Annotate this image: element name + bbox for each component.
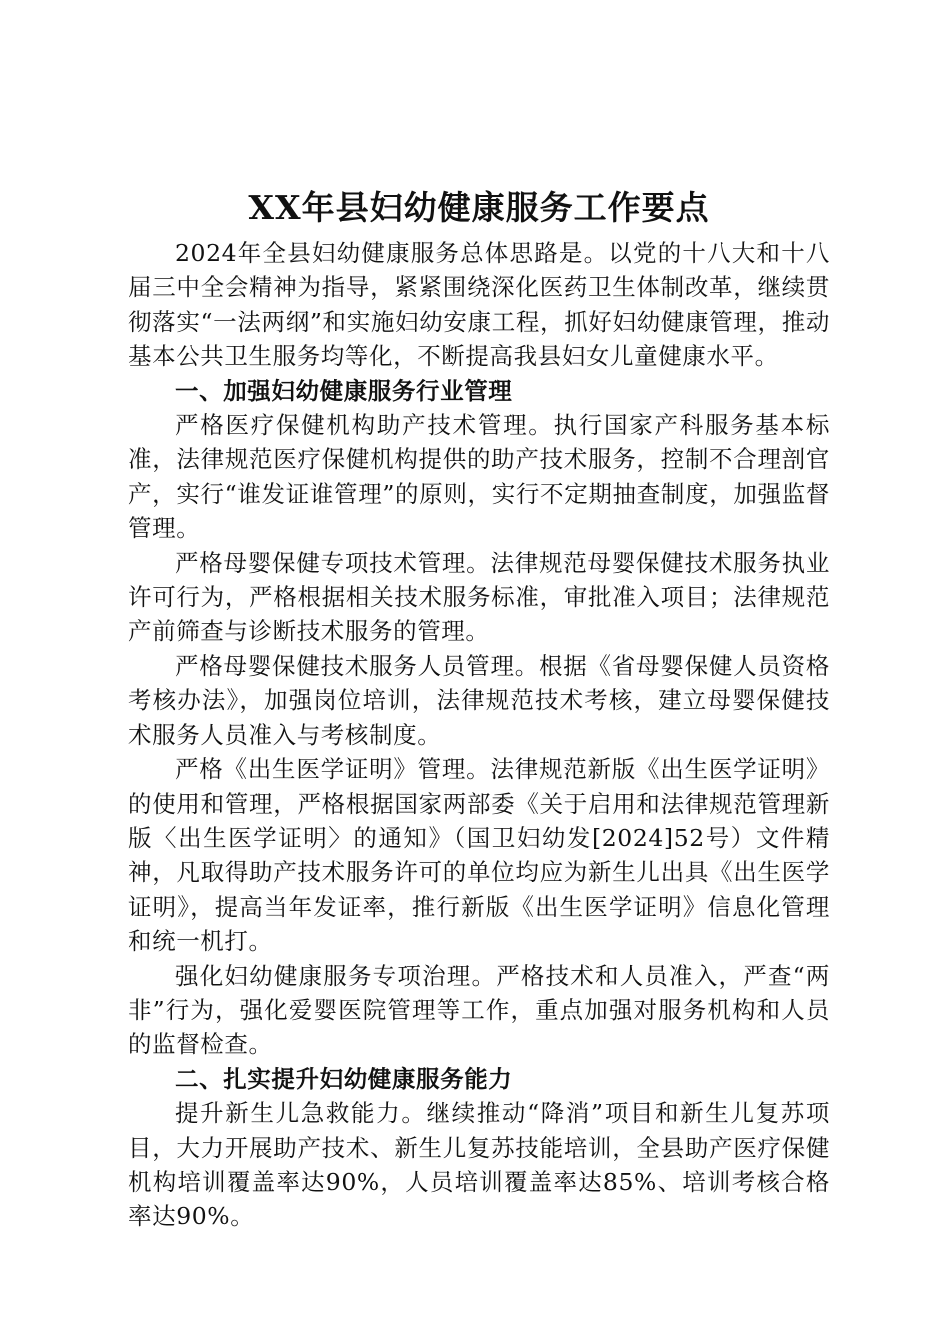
section-2-heading: 二、扎实提升妇幼健康服务能力 [175, 1064, 513, 1093]
section-1-paragraph-2: 严格母婴保健专项技术管理。法律规范母婴保健技术服务执业许可行为，严格根据相关技术服务标准，审批准入项目；法律规范产前筛查与诊断技术服务的管理。 [128, 548, 830, 646]
document-title: XX年县妇幼健康服务工作要点 [248, 188, 710, 227]
section-1-paragraph-1: 严格医疗保健机构助产技术管理。执行国家产科服务基本标准，法律规范医疗保健机构提供的助产技术服务，控制不合理剖官产，实行“谁发证谁管理”的原则，实行不定期抽查制度，加强监督管理。 [128, 411, 830, 543]
intro-paragraph: 2024年全县妇幼健康服务总体思路是。以党的十八大和十八届三中全会精神为指导，紧紧围绕深化医药卫生体制改革，继续贯彻落实“一法两纲”和实施妇幼安康工程，抓好妇幼健康管理，推动基本公共卫生服务均等化，不断提高我县妇女儿童健康水平。 [128, 239, 830, 371]
section-2-paragraph-1: 提升新生儿急救能力。继续推动“降消”项目和新生儿复苏项目，大力开展助产技术、新生儿复苏技能培训，全县助产医疗保健机构培训覆盖率达90%，人员培训覆盖率达85%、培训考核合格率达90%。 [128, 1099, 830, 1231]
section-1-paragraph-4: 严格《出生医学证明》管理。法律规范新版《出生医学证明》的使用和管理，严格根据国家两部委《关于启用和法律规范管理新版〈出生医学证明〉的通知》（国卫妇幼发[2024]52号）文件精神，凡取得助产技术服务许可的单位均应为新生儿出具《出生医学证明》，提高当年发证率，推行新版《出生医学证明》信息化管理和统一机打。 [128, 755, 830, 956]
document-page [128, 186, 830, 1234]
section-1-paragraph-5: 强化妇幼健康服务专项治理。严格技术和人员准入，严查“两非”行为，强化爱婴医院管理等工作，重点加强对服务机构和人员的监督检查。 [128, 961, 830, 1059]
section-1-paragraph-3: 严格母婴保健技术服务人员管理。根据《省母婴保健人员资格考核办法》，加强岗位培训，法律规范技术考核，建立母婴保健技术服务人员准入与考核制度。 [128, 651, 830, 749]
section-1-heading: 一、加强妇幼健康服务行业管理 [175, 376, 513, 405]
